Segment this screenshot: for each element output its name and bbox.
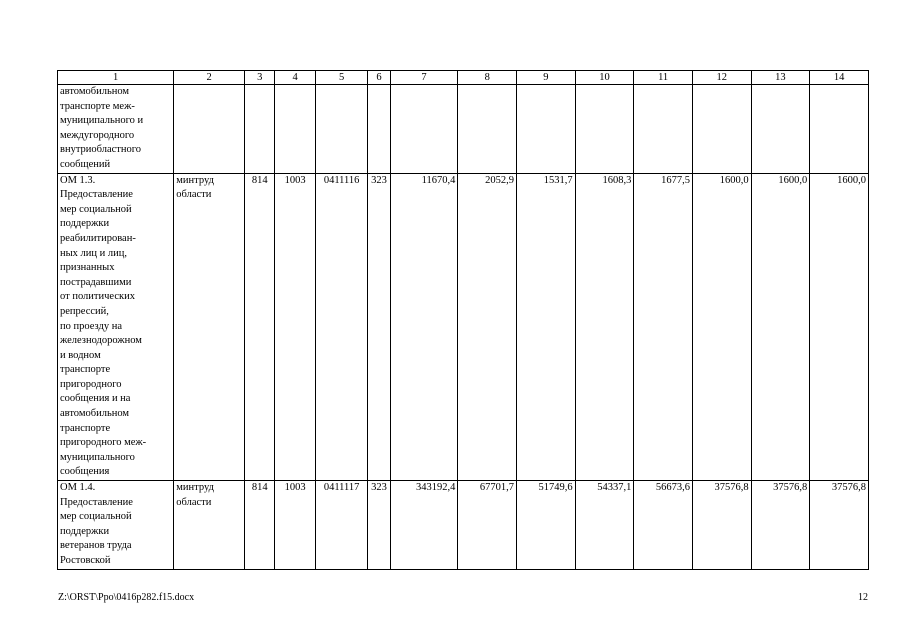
cell-col-14 [810, 85, 869, 174]
column-header-10: 10 [575, 71, 634, 85]
column-header-5: 5 [315, 71, 368, 85]
cell-col-7 [390, 85, 458, 174]
cell-col-7: 11670,4 [390, 173, 458, 480]
column-header-11: 11 [634, 71, 693, 85]
row-description: ОМ 1.3. Предоставление мер социальной поддержки реабилитирован- ных лиц и лиц, признанных пострадавшими от политических репрессий, по проезду на железнодорожном и водном транспорте пригородного сообщения и на автомобильном транспорте пригородного меж- муниципального сообщения [58, 173, 174, 480]
table-row [58, 85, 869, 174]
cell-col-5: 0411116 [315, 173, 368, 480]
column-header-14: 14 [810, 71, 869, 85]
cell-col-8 [458, 85, 517, 174]
cell-col-11: 56673,6 [634, 481, 693, 570]
cell-col-3: 814 [245, 173, 275, 480]
cell-col-14: 1600,0 [810, 173, 869, 480]
cell-col-10 [575, 85, 634, 174]
cell-col-6 [368, 85, 390, 174]
cell-col-9 [517, 85, 576, 174]
cell-col-6: 323 [368, 481, 390, 570]
header-row [58, 71, 869, 85]
column-header-3: 3 [245, 71, 275, 85]
cell-col-8: 67701,7 [458, 481, 517, 570]
row-responsible: минтруд области [174, 481, 245, 570]
cell-col-13: 37576,8 [751, 481, 810, 570]
cell-col-5: 0411117 [315, 481, 368, 570]
cell-col-11: 1677,5 [634, 173, 693, 480]
row-responsible: минтруд области [174, 173, 245, 480]
row-responsible [174, 85, 245, 174]
cell-col-7: 343192,4 [390, 481, 458, 570]
column-header-4: 4 [275, 71, 315, 85]
column-header-12: 12 [692, 71, 751, 85]
column-header-8: 8 [458, 71, 517, 85]
row-description: ОМ 1.4. Предоставление мер социальной поддержки ветеранов труда Ростовской [58, 481, 174, 570]
column-header-9: 9 [517, 71, 576, 85]
column-header-7: 7 [390, 71, 458, 85]
cell-col-12: 1600,0 [692, 173, 751, 480]
cell-col-12: 37576,8 [692, 481, 751, 570]
cell-col-9: 1531,7 [517, 173, 576, 480]
footer-page-number: 12 [858, 592, 868, 603]
table-row [58, 481, 869, 570]
cell-col-12 [692, 85, 751, 174]
cell-col-6: 323 [368, 173, 390, 480]
cell-col-13: 1600,0 [751, 173, 810, 480]
cell-col-9: 51749,6 [517, 481, 576, 570]
cell-col-3: 814 [245, 481, 275, 570]
cell-col-10: 54337,1 [575, 481, 634, 570]
column-header-6: 6 [368, 71, 390, 85]
cell-col-14: 37576,8 [810, 481, 869, 570]
program-expenditure-table [57, 70, 869, 570]
footer-file-path: Z:\ORST\Ppo\0416p282.f15.docx [58, 592, 195, 603]
cell-col-11 [634, 85, 693, 174]
cell-col-8: 2052,9 [458, 173, 517, 480]
table-row [58, 173, 869, 480]
cell-col-13 [751, 85, 810, 174]
row-description: автомобильном транспорте меж- муниципального и междугородного внутриобластного сообщений [58, 85, 174, 174]
cell-col-4 [275, 85, 315, 174]
column-header-1: 1 [58, 71, 174, 85]
cell-col-5 [315, 85, 368, 174]
cell-col-3 [245, 85, 275, 174]
cell-col-10: 1608,3 [575, 173, 634, 480]
cell-col-4: 1003 [275, 173, 315, 480]
column-header-13: 13 [751, 71, 810, 85]
column-header-2: 2 [174, 71, 245, 85]
cell-col-4: 1003 [275, 481, 315, 570]
